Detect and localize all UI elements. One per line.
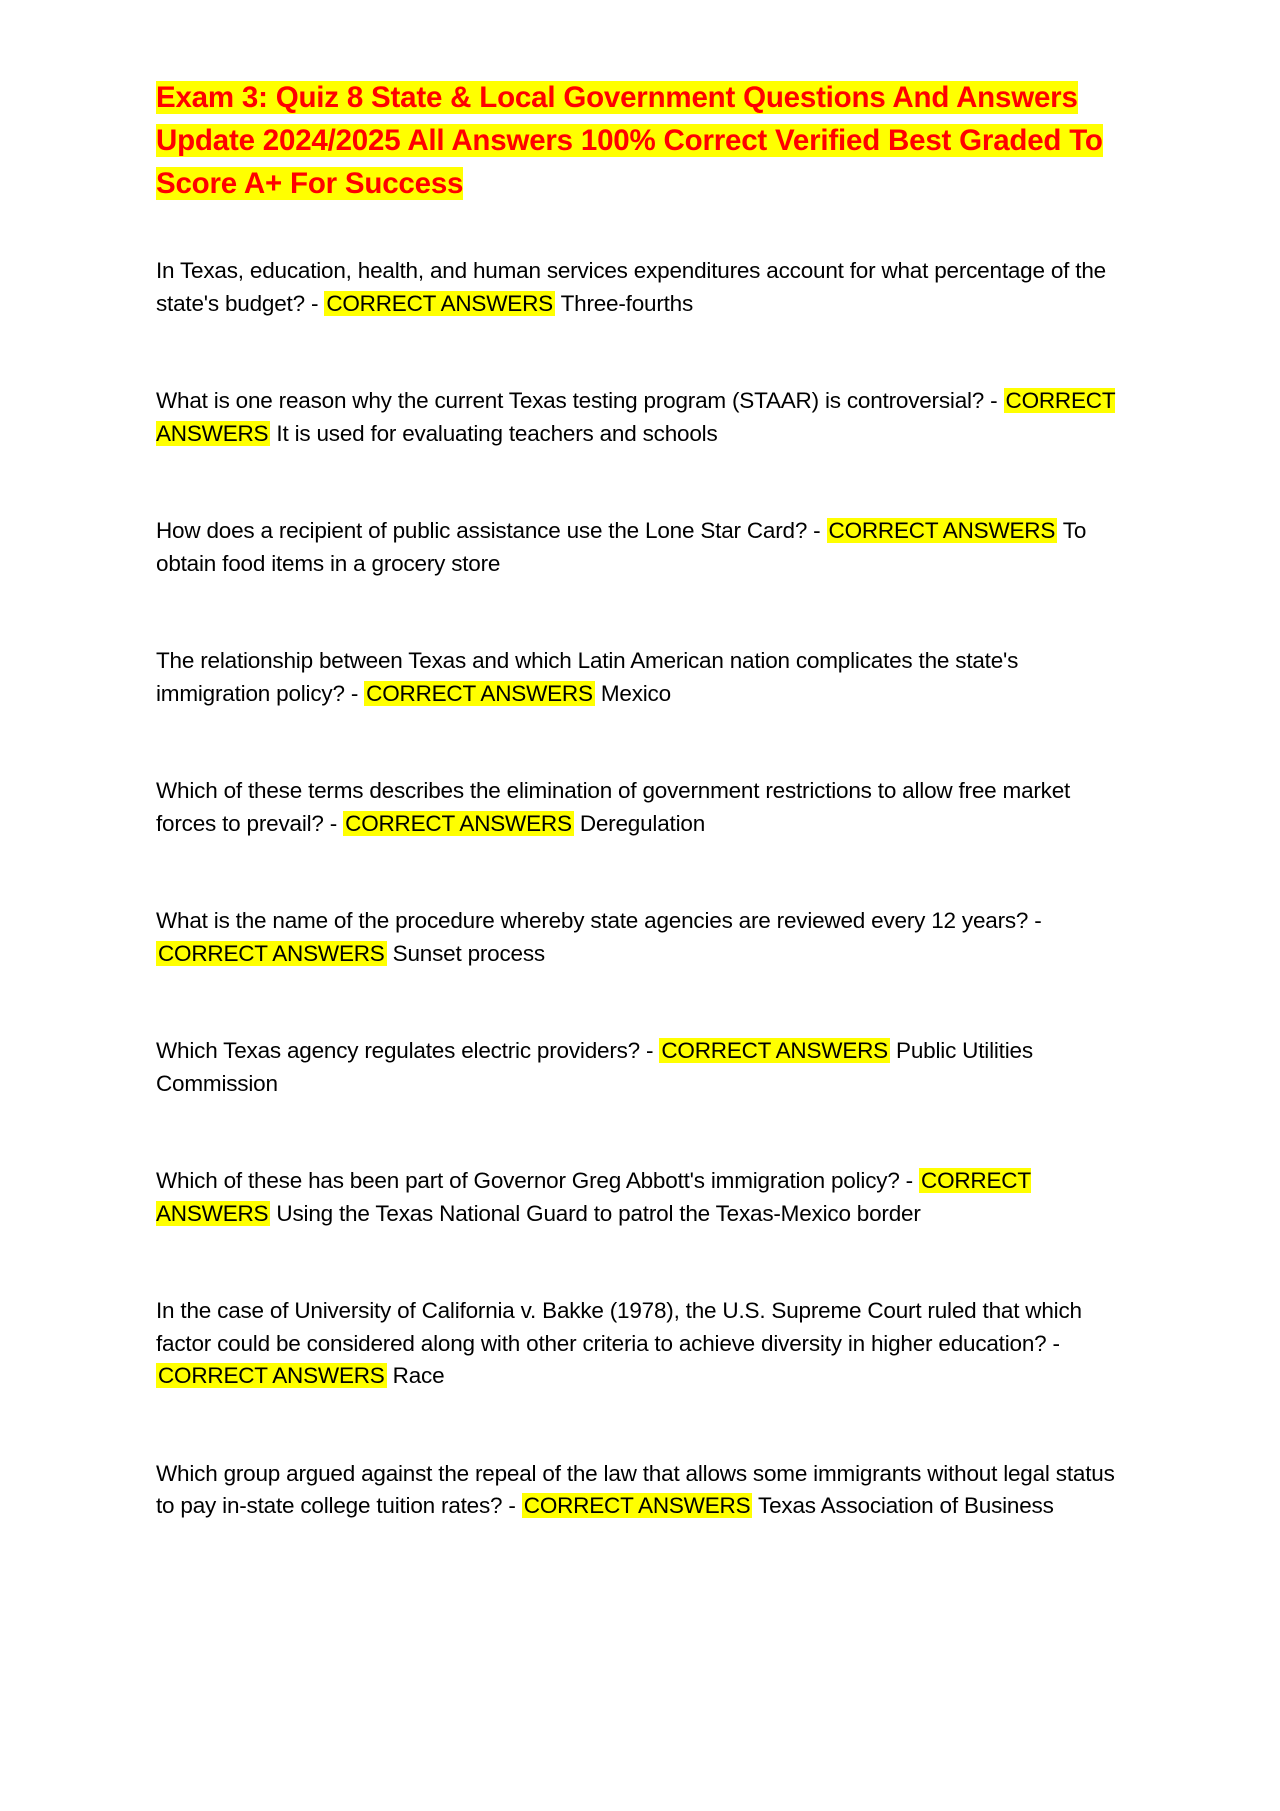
correct-answers-marker: CORRECT ANSWERS bbox=[326, 290, 553, 316]
qa-list bbox=[156, 255, 1136, 1523]
qa-item bbox=[156, 385, 1136, 450]
document-title bbox=[156, 76, 1136, 205]
qa-item bbox=[156, 645, 1136, 710]
answer-text: Public Utilities Commission bbox=[156, 1038, 1033, 1096]
answer-text: It is used for evaluating teachers and schools bbox=[270, 420, 718, 446]
answer-text: Using the Texas National Guard to patrol the Texas-Mexico border bbox=[270, 1200, 921, 1226]
question-text: What is the name of the procedure whereby state agencies are reviewed every 12 years? - bbox=[156, 908, 1042, 933]
qa-item bbox=[156, 1165, 1136, 1230]
correct-answers-marker: CORRECT ANSWERS bbox=[156, 388, 1116, 446]
answer-text: Deregulation bbox=[573, 810, 706, 836]
qa-item bbox=[156, 255, 1136, 320]
question-text: Which group argued against the repeal of the law that allows some immigrants without legal status to pay in-state college tuition rates? - bbox=[156, 1460, 1115, 1518]
answer-text: Race bbox=[386, 1363, 445, 1388]
correct-answers-marker: CORRECT ANSWERS bbox=[345, 810, 572, 836]
document-title-text: Exam 3: Quiz 8 State & Local Government Questions And Answers Update 2024/2025 All Answers 100% Correct Verified Best Graded To Score A+ For Success bbox=[156, 81, 1103, 200]
question-text: What is one reason why the current Texas testing program (STAAR) is controversial? - bbox=[156, 388, 1004, 413]
question-text: How does a recipient of public assistance use the Lone Star Card? - bbox=[156, 518, 827, 543]
correct-answers-marker: CORRECT ANSWERS bbox=[661, 1038, 888, 1063]
document-content bbox=[156, 76, 1136, 1588]
qa-item bbox=[156, 515, 1136, 580]
correct-answers-marker: CORRECT ANSWERS bbox=[828, 518, 1056, 543]
qa-item bbox=[156, 1295, 1136, 1393]
question-text: The relationship between Texas and which Latin American nation complicates the state's immigration policy? - bbox=[156, 648, 1019, 706]
correct-answers-marker: CORRECT ANSWERS bbox=[156, 1168, 1031, 1226]
qa-item bbox=[156, 1035, 1136, 1100]
qa-item bbox=[156, 1458, 1136, 1523]
question-text: Which Texas agency regulates electric providers? - bbox=[156, 1038, 660, 1063]
answer-text: To obtain food items in a grocery store bbox=[156, 518, 1087, 576]
answer-text: Mexico bbox=[594, 680, 671, 706]
question-text: Which of these has been part of Governor Greg Abbott's immigration policy? - bbox=[156, 1168, 920, 1193]
correct-answers-marker: CORRECT ANSWERS bbox=[366, 680, 593, 706]
qa-item bbox=[156, 775, 1136, 840]
question-text: In the case of University of California v. Bakke (1978), the U.S. Supreme Court ruled that which factor could be considered along with other criteria to achieve diversity in higher education? - bbox=[156, 1298, 1082, 1356]
question-text: Which of these terms describes the elimination of government restrictions to allow free market forces to prevail? - bbox=[156, 778, 1071, 836]
correct-answers-marker: CORRECT ANSWERS bbox=[158, 1363, 385, 1388]
correct-answers-marker: CORRECT ANSWERS bbox=[523, 1493, 751, 1518]
correct-answers-marker: CORRECT ANSWERS bbox=[158, 940, 385, 966]
qa-item bbox=[156, 905, 1136, 970]
answer-text: Three-fourths bbox=[554, 290, 694, 316]
question-text: In Texas, education, health, and human services expenditures account for what percentage of the state's budget? - bbox=[156, 258, 1106, 316]
answer-text: Texas Association of Business bbox=[752, 1493, 1054, 1518]
answer-text: Sunset process bbox=[386, 940, 545, 966]
